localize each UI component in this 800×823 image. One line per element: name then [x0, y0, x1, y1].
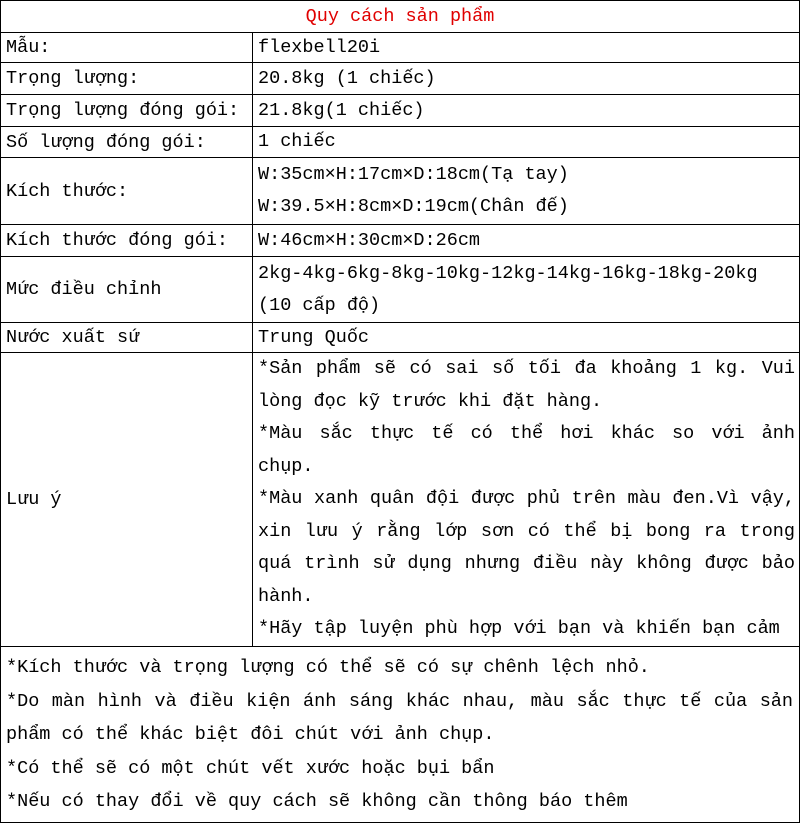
page-title: Quy cách sản phẩm: [305, 6, 495, 27]
note-item: *Màu sắc thực tế có thể hơi khác so với ảnh chụp.: [258, 423, 795, 477]
footer-note: *Do màn hình và điều kiện ánh sáng khác nhau, màu sắc thực tế của sản phẩm có thể khác biệt đôi chút với ảnh chụp.: [6, 690, 793, 745]
spec-row-model: [1, 33, 799, 63]
spec-value: [253, 63, 799, 94]
spec-value-line: 1 chiếc: [258, 131, 336, 152]
spec-label: Nước xuất sứ: [1, 323, 253, 352]
spec-label: Trọng lượng đóng gói:: [1, 95, 253, 126]
spec-label: Kích thước:: [1, 158, 253, 224]
spec-value-line: W:35cm×H:17cm×D:18cm(Tạ tay): [258, 164, 569, 185]
spec-row-package-quantity: [1, 127, 799, 158]
spec-value: [253, 95, 799, 126]
spec-value-line: 2kg-4kg-6kg-8kg-10kg-12kg-14kg-16kg-18kg-20kg: [258, 262, 758, 284]
spec-label: Kích thước đóng gói:: [1, 225, 253, 256]
spec-row-weight: [1, 63, 799, 95]
spec-value: [253, 127, 799, 157]
spec-label: Số lượng đóng gói:: [1, 127, 253, 157]
footer-note: *Nếu có thay đổi về quy cách sẽ không cần thông báo thêm: [6, 791, 628, 812]
spec-value-line: W:46cm×H:30cm×D:26cm: [258, 229, 481, 251]
spec-value-line: W:39.5×H:8cm×D:19cm(Chân đế): [258, 196, 569, 217]
spec-value-line: Trung Quốc: [258, 326, 370, 348]
spec-row-package-dimensions: [1, 225, 799, 257]
footer-notes: [1, 647, 799, 822]
spec-row-dimensions: [1, 158, 799, 225]
footer-note: *Kích thước và trọng lượng có thể sẽ có sự chênh lệch nhỏ.: [6, 657, 650, 678]
spec-row-package-weight: [1, 95, 799, 127]
note-item: *Sản phẩm sẽ có sai số tối đa khoảng 1 kg. Vui lòng đọc kỹ trước khi đặt hàng.: [258, 358, 795, 412]
spec-value-line: 20.8kg (1 chiếc): [258, 67, 436, 89]
spec-value: [253, 225, 799, 256]
spec-value: [253, 323, 799, 352]
spec-value-line: (10 cấp độ): [258, 294, 381, 316]
spec-value: [253, 33, 799, 62]
spec-value-line: flexbell20i: [258, 36, 381, 58]
note-item: *Hãy tập luyện phù hợp với bạn và khiến bạn cảm: [258, 618, 780, 639]
notes-row: [1, 353, 799, 647]
footer-note: *Có thể sẽ có một chút vết xước hoặc bụi bẩn: [6, 757, 495, 779]
spec-label: Mức điều chỉnh: [1, 257, 253, 322]
notes-content: [253, 353, 799, 646]
spec-label: Mẫu:: [1, 33, 253, 62]
note-item: *Màu xanh quân đội được phủ trên màu đen.Vì vậy, xin lưu ý rằng lớp sơn có thể bị bong ra trong quá trình sử dụng nhưng điều này không được bảo hành.: [258, 488, 795, 607]
spec-label: Trọng lượng:: [1, 63, 253, 94]
spec-value: [253, 257, 799, 322]
spec-value: [253, 158, 799, 224]
spec-row-origin: [1, 323, 799, 353]
notes-label: Lưu ý: [1, 353, 253, 646]
spec-row-adjustment: [1, 257, 799, 323]
spec-value-line: 21.8kg(1 chiếc): [258, 99, 425, 121]
title-row: [1, 1, 799, 33]
